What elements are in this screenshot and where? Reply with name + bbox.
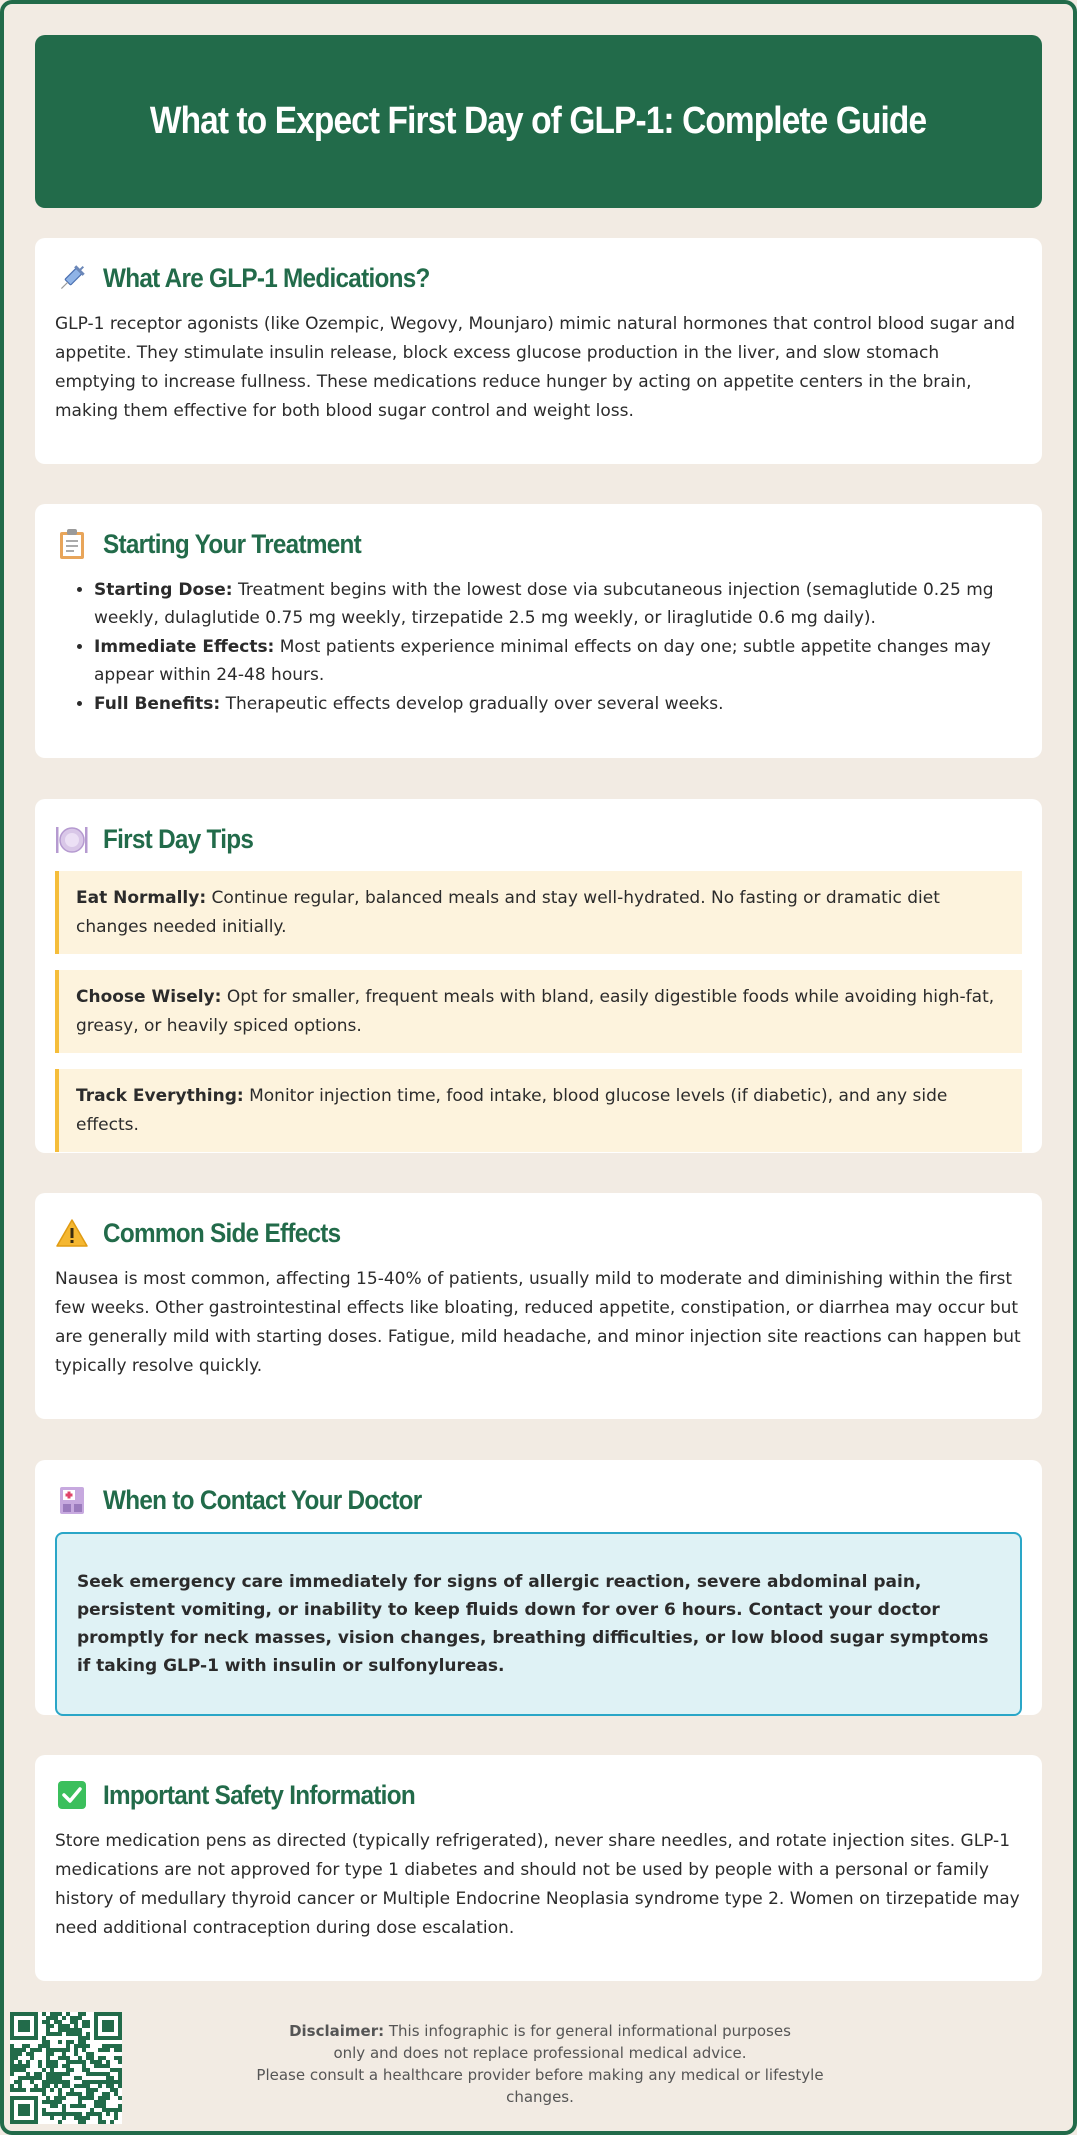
section-doctor — [35, 1460, 1042, 1715]
section-tips — [35, 799, 1042, 1153]
tip-label: Eat Normally: — [76, 888, 207, 908]
tip-text: Continue regular, balanced meals and stay well-hydrated. No fasting or dramatic diet changes needed initially. — [76, 888, 940, 937]
section-side-effects-text: Nausea is most common, affecting 15-40% of patients, usually mild to moderate and diminishing within the first few weeks. Other gastrointestinal effects like bloating, reduced appetite, constipation, or diarrhea may occur but are generally mild with starting doses. Fatigue, mild headache, and minor injection site reactions can happen but typically resolve quickly. — [55, 1269, 1021, 1376]
section-meds-title: What Are GLP-1 Medications? — [103, 262, 430, 293]
list-item-label: Full Benefits: — [94, 694, 221, 714]
checkmark-icon — [55, 1778, 89, 1812]
section-doctor-title: When to Contact Your Doctor — [103, 1484, 422, 1515]
section-treatment-title: Starting Your Treatment — [103, 528, 361, 559]
list-item — [94, 633, 1022, 689]
list-item-text: Treatment begins with the lowest dose via subcutaneous injection (semaglutide 0.25 mg weekly, dulaglutide 0.75 mg weekly, tirzepatide 2.5 mg weekly, or liraglutide 0.6 mg daily). — [94, 580, 994, 628]
tip-label: Track Everything: — [76, 1086, 244, 1106]
emergency-alert — [55, 1532, 1022, 1716]
list-item — [94, 690, 1022, 718]
disclaimer-line3: Please consult a healthcare provider before making any medical or lifestyle changes. — [256, 2066, 824, 2106]
section-meds — [35, 238, 1042, 464]
list-item — [94, 576, 1022, 632]
page-header — [35, 35, 1042, 208]
list-item-text: Most patients experience minimal effects on day one; subtle appetite changes may appear within 24-48 hours. — [94, 637, 991, 685]
tip-card — [55, 970, 1022, 1053]
list-item-label: Starting Dose: — [94, 580, 233, 600]
section-safety — [35, 1755, 1042, 1981]
section-side-effects — [35, 1193, 1042, 1419]
list-item-text: Therapeutic effects develop gradually over several weeks. — [220, 694, 724, 714]
list-item-label: Immediate Effects: — [94, 637, 275, 657]
hospital-icon — [55, 1483, 89, 1517]
qr-code — [10, 2012, 122, 2124]
disclaimer-line1: This infographic is for general informational purposes — [384, 2022, 791, 2040]
tip-card — [55, 1069, 1022, 1152]
page-title: What to Expect First Day of GLP-1: Complete Guide — [150, 100, 927, 142]
tip-text: Monitor injection time, food intake, blood glucose levels (if diabetic), and any side effects. — [76, 1086, 948, 1135]
section-side-effects-title: Common Side Effects — [103, 1217, 341, 1248]
disclaimer-label: Disclaimer: — [289, 2022, 385, 2040]
plate-icon — [55, 822, 89, 856]
treatment-list — [55, 576, 1022, 718]
tip-text: Opt for smaller, frequent meals with bland, easily digestible foods while avoiding high-fat, greasy, or heavily spiced options. — [76, 987, 995, 1036]
section-tips-title: First Day Tips — [103, 823, 254, 854]
section-safety-text: Store medication pens as directed (typically refrigerated), never share needles, and rotate injection sites. GLP-1 medications are not approved for type 1 diabetes and should not be used by people with a personal or family history of medullary thyroid cancer or Multiple Endocrine Neoplasia syndrome type 2. Women on tirzepatide may need additional contraception during dose escalation. — [55, 1831, 1020, 1938]
disclaimer — [230, 2020, 850, 2108]
emergency-alert-text: Seek emergency care immediately for signs of allergic reaction, severe abdominal pain, persistent vomiting, or inability to keep fluids down for over 6 hours. Contact your doctor promptly for neck masses, vision changes, breathing difficulties, or low blood sugar symptoms if taking GLP-1 with insulin or sulfonylureas. — [77, 1572, 989, 1676]
tip-label: Choose Wisely: — [76, 987, 222, 1007]
disclaimer-line2: only and does not replace professional medical advice. — [333, 2044, 747, 2062]
clipboard-icon — [55, 527, 89, 561]
syringe-icon — [55, 261, 89, 295]
warning-icon — [55, 1216, 89, 1250]
tip-card — [55, 871, 1022, 954]
section-treatment — [35, 504, 1042, 758]
section-safety-title: Important Safety Information — [103, 1779, 415, 1810]
section-meds-text: GLP-1 receptor agonists (like Ozempic, Wegovy, Mounjaro) mimic natural hormones that control blood sugar and appetite. They stimulate insulin release, block excess glucose production in the liver, and slow stomach emptying to increase fullness. These medications reduce hunger by acting on appetite centers in the brain, making them effective for both blood sugar control and weight loss. — [55, 314, 1016, 421]
